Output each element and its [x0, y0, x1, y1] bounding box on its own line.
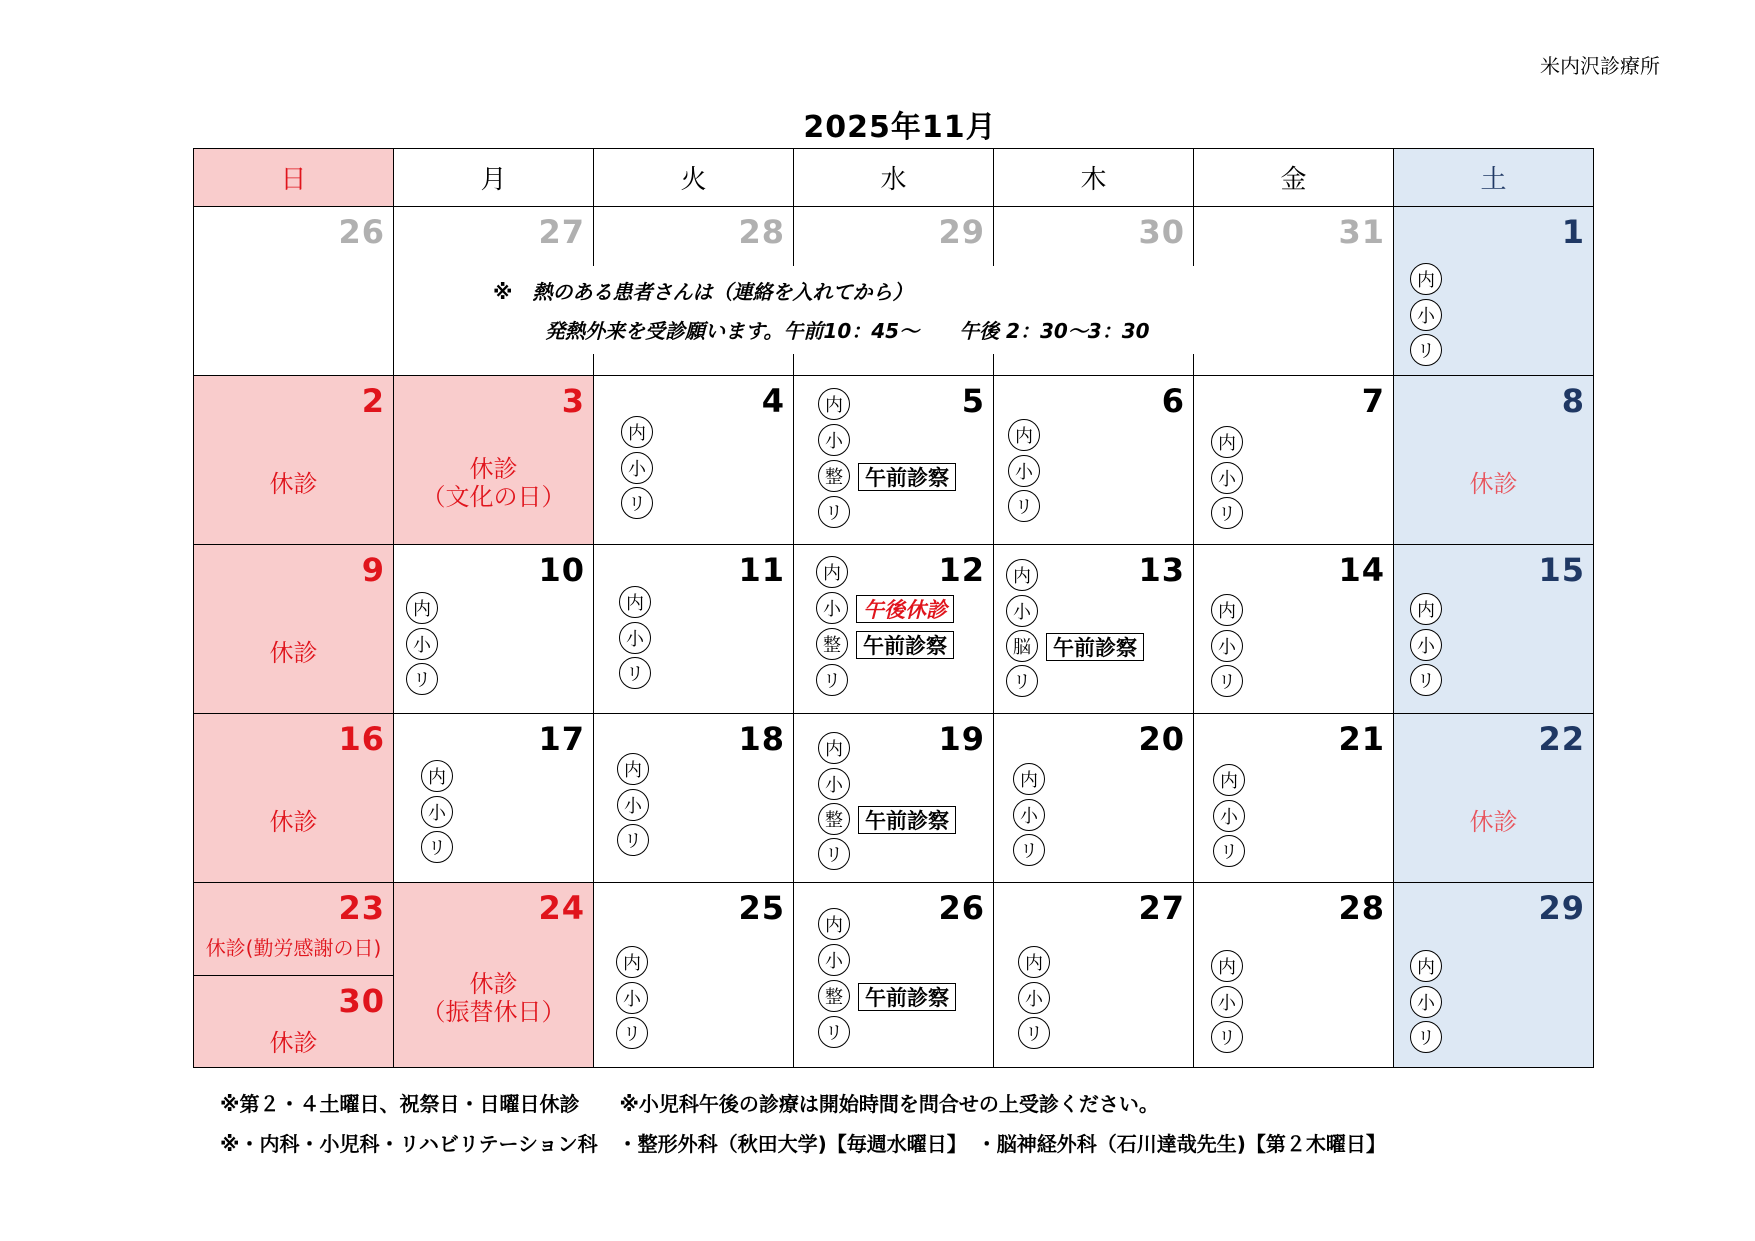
naika-badge: 内: [1211, 950, 1243, 982]
riha-badge: リ: [1410, 1021, 1442, 1053]
day-cell-nov12: [793, 544, 994, 714]
day-number: 8: [1561, 382, 1585, 420]
riha-badge: リ: [1410, 664, 1442, 696]
shoni-badge: 小: [1213, 800, 1245, 832]
shoni-badge: 小: [1410, 986, 1442, 1018]
day-number: 12: [938, 551, 985, 589]
day-number: 13: [1138, 551, 1185, 589]
closed-label: 休診: [269, 808, 318, 836]
naika-badge: 内: [1018, 946, 1050, 978]
nou-badge: 脳: [1006, 630, 1038, 662]
day-number: 10: [538, 551, 585, 589]
shoni-badge: 小: [1006, 595, 1038, 627]
riha-badge: リ: [818, 1016, 850, 1048]
day-cell-nov4: [593, 375, 794, 545]
seikei-badge: 整: [818, 460, 850, 492]
day-cell-nov27: [993, 882, 1194, 1068]
riha-badge: リ: [1211, 1021, 1243, 1053]
morning-clinic-box: 午前診察: [858, 983, 956, 1011]
riha-badge: リ: [1211, 497, 1243, 529]
day-cell-nov9: [193, 544, 394, 714]
day-cell-nov19: [793, 713, 994, 883]
day-cell-nov17: [393, 713, 594, 883]
closed-label: 休診: [1469, 470, 1518, 498]
weekday-header-sun: 日: [193, 148, 394, 207]
weekday-header-sat: 土: [1393, 148, 1594, 207]
naika-badge: 内: [616, 946, 648, 978]
day-cell-nov16: [193, 713, 394, 883]
day-cell-nov20: [993, 713, 1194, 883]
shoni-badge: 小: [818, 424, 850, 456]
naika-badge: 内: [621, 416, 653, 448]
naika-badge: 内: [1410, 950, 1442, 982]
day-cell-nov13: [993, 544, 1194, 714]
riha-badge: リ: [616, 1017, 648, 1049]
day-cell-nov25: [593, 882, 794, 1068]
holiday-closed-label: 休診(勤労感謝の日): [205, 936, 382, 960]
morning-clinic-box: 午前診察: [858, 806, 956, 834]
weekday-header-thu: 木: [993, 148, 1194, 207]
footer-note-2: ※・内科・小児科・リハビリテーション科 ・整形外科（秋田大学)【毎週水曜日】 ・脳神経外科（石川達哉先生)【第２木曜日】: [220, 1132, 1386, 1156]
shoni-badge: 小: [1018, 982, 1050, 1014]
closed-label: 休診: [469, 970, 518, 998]
day-number: 4: [761, 382, 785, 420]
shoni-badge: 小: [816, 592, 848, 624]
day-number: 25: [738, 889, 785, 927]
day-cell-nov14: [1193, 544, 1394, 714]
naika-badge: 内: [1008, 419, 1040, 451]
day-number: 18: [738, 720, 785, 758]
shoni-badge: 小: [616, 982, 648, 1014]
day-cell-nov8: [1393, 375, 1594, 545]
day-number: 15: [1538, 551, 1585, 589]
day-number: 1: [1561, 213, 1585, 251]
weekday-header-tue: 火: [593, 148, 794, 207]
day-number: 16: [338, 720, 385, 758]
riha-badge: リ: [1213, 835, 1245, 867]
shoni-badge: 小: [818, 768, 850, 800]
naika-badge: 内: [1213, 764, 1245, 796]
shoni-badge: 小: [1013, 799, 1045, 831]
day-cell-nov1: [1393, 206, 1594, 376]
weekday-header-mon: 月: [393, 148, 594, 207]
riha-badge: リ: [619, 657, 651, 689]
day-cell-nov10: [393, 544, 594, 714]
day-number: 28: [738, 213, 785, 251]
closed-label: 休診: [1469, 808, 1518, 836]
calendar-title: 2025年11月: [803, 110, 997, 145]
day-number: 3: [561, 382, 585, 420]
shoni-badge: 小: [421, 796, 453, 828]
day-number: 6: [1161, 382, 1185, 420]
shoni-badge: 小: [1008, 455, 1040, 487]
day-number: 29: [938, 213, 985, 251]
naika-badge: 内: [1211, 594, 1243, 626]
day-number: 14: [1338, 551, 1385, 589]
riha-badge: リ: [621, 487, 653, 519]
naika-badge: 内: [818, 388, 850, 420]
naika-badge: 内: [818, 732, 850, 764]
day-cell-nov22: [1393, 713, 1594, 883]
day-cell-nov11: [593, 544, 794, 714]
day-number: 9: [361, 551, 385, 589]
riha-badge: リ: [1013, 834, 1045, 866]
day-cell-nov24: [393, 882, 594, 1068]
holiday-name: （振替休日）: [421, 998, 566, 1026]
day-cell-nov21: [1193, 713, 1394, 883]
day-cell-nov18: [593, 713, 794, 883]
day-number: 11: [738, 551, 785, 589]
day-number: 24: [538, 889, 585, 927]
day-number: 20: [1138, 720, 1185, 758]
shoni-badge: 小: [1211, 462, 1243, 494]
day-cell-nov28: [1193, 882, 1394, 1068]
day-number: 22: [1538, 720, 1585, 758]
closed-label: 休診: [469, 455, 518, 483]
shoni-badge: 小: [617, 789, 649, 821]
naika-badge: 内: [1013, 763, 1045, 795]
riha-badge: リ: [816, 664, 848, 696]
riha-badge: リ: [1211, 665, 1243, 697]
day-number: 30: [338, 982, 385, 1020]
shoni-badge: 小: [406, 628, 438, 660]
naika-badge: 内: [1410, 593, 1442, 625]
day-cell-nov29: [1393, 882, 1594, 1068]
riha-badge: リ: [818, 838, 850, 870]
naika-badge: 内: [1006, 559, 1038, 591]
seikei-badge: 整: [816, 628, 848, 660]
seikei-badge: 整: [818, 803, 850, 835]
closed-label: 休診: [269, 1029, 318, 1057]
shoni-badge: 小: [1211, 630, 1243, 662]
afternoon-closed-box: 午後休診: [856, 595, 954, 623]
day-number: 29: [1538, 889, 1585, 927]
day-cell-nov7: [1193, 375, 1394, 545]
day-number: 30: [1138, 213, 1185, 251]
fever-notice-line2: 発熱外来を受診願います。午前10：45～ 午後 2：30～3：30: [545, 319, 1150, 343]
riha-badge: リ: [1410, 334, 1442, 366]
day-cell-nov30: [193, 975, 394, 1068]
seikei-badge: 整: [818, 980, 850, 1012]
morning-clinic-box: 午前診察: [858, 463, 956, 491]
day-cell-nov6: [993, 375, 1194, 545]
day-number: 27: [1138, 889, 1185, 927]
day-number: 19: [938, 720, 985, 758]
day-cell-nov23: [193, 882, 394, 976]
naika-badge: 内: [406, 592, 438, 624]
naika-badge: 内: [421, 760, 453, 792]
naika-badge: 内: [1410, 263, 1442, 295]
riha-badge: リ: [421, 831, 453, 863]
weekday-header-fri: 金: [1193, 148, 1394, 207]
shoni-badge: 小: [818, 944, 850, 976]
day-cell-oct26: [193, 206, 394, 376]
holiday-name: （文化の日）: [421, 483, 566, 511]
day-cell-nov26: [793, 882, 994, 1068]
day-number: 17: [538, 720, 585, 758]
naika-badge: 内: [818, 908, 850, 940]
day-number: 28: [1338, 889, 1385, 927]
day-cell-nov2: [193, 375, 394, 545]
day-number: 5: [961, 382, 985, 420]
riha-badge: リ: [1006, 665, 1038, 697]
riha-badge: リ: [1018, 1017, 1050, 1049]
riha-badge: リ: [406, 663, 438, 695]
day-number: 23: [338, 889, 385, 927]
day-number: 31: [1338, 213, 1385, 251]
day-cell-nov15: [1393, 544, 1594, 714]
naika-badge: 内: [816, 556, 848, 588]
fever-notice-line1: ※ 熱のある患者さんは（連絡を入れてから）: [493, 280, 913, 304]
naika-badge: 内: [619, 586, 651, 618]
riha-badge: リ: [818, 496, 850, 528]
calendar: [193, 148, 1594, 1068]
day-number: 26: [338, 213, 385, 251]
shoni-badge: 小: [1211, 986, 1243, 1018]
riha-badge: リ: [617, 824, 649, 856]
footer-note-1: ※第２・４土曜日、祝祭日・日曜日休診 ※小児科午後の診療は開始時間を問合せの上受診ください。: [220, 1092, 1159, 1116]
shoni-badge: 小: [619, 622, 651, 654]
morning-clinic-box: 午前診察: [1046, 633, 1144, 661]
morning-clinic-box: 午前診察: [856, 631, 954, 659]
shoni-badge: 小: [1410, 629, 1442, 661]
clinic-name: 米内沢診療所: [1540, 54, 1660, 78]
closed-label: 休診: [269, 470, 318, 498]
shoni-badge: 小: [621, 452, 653, 484]
day-number: 2: [361, 382, 385, 420]
weekday-header-wed: 水: [793, 148, 994, 207]
day-number: 7: [1361, 382, 1385, 420]
closed-label: 休診: [269, 639, 318, 667]
day-number: 27: [538, 213, 585, 251]
naika-badge: 内: [617, 753, 649, 785]
day-cell-nov3: [393, 375, 594, 545]
shoni-badge: 小: [1410, 299, 1442, 331]
day-number: 26: [938, 889, 985, 927]
riha-badge: リ: [1008, 490, 1040, 522]
day-cell-nov5: [793, 375, 994, 545]
day-number: 21: [1338, 720, 1385, 758]
naika-badge: 内: [1211, 426, 1243, 458]
